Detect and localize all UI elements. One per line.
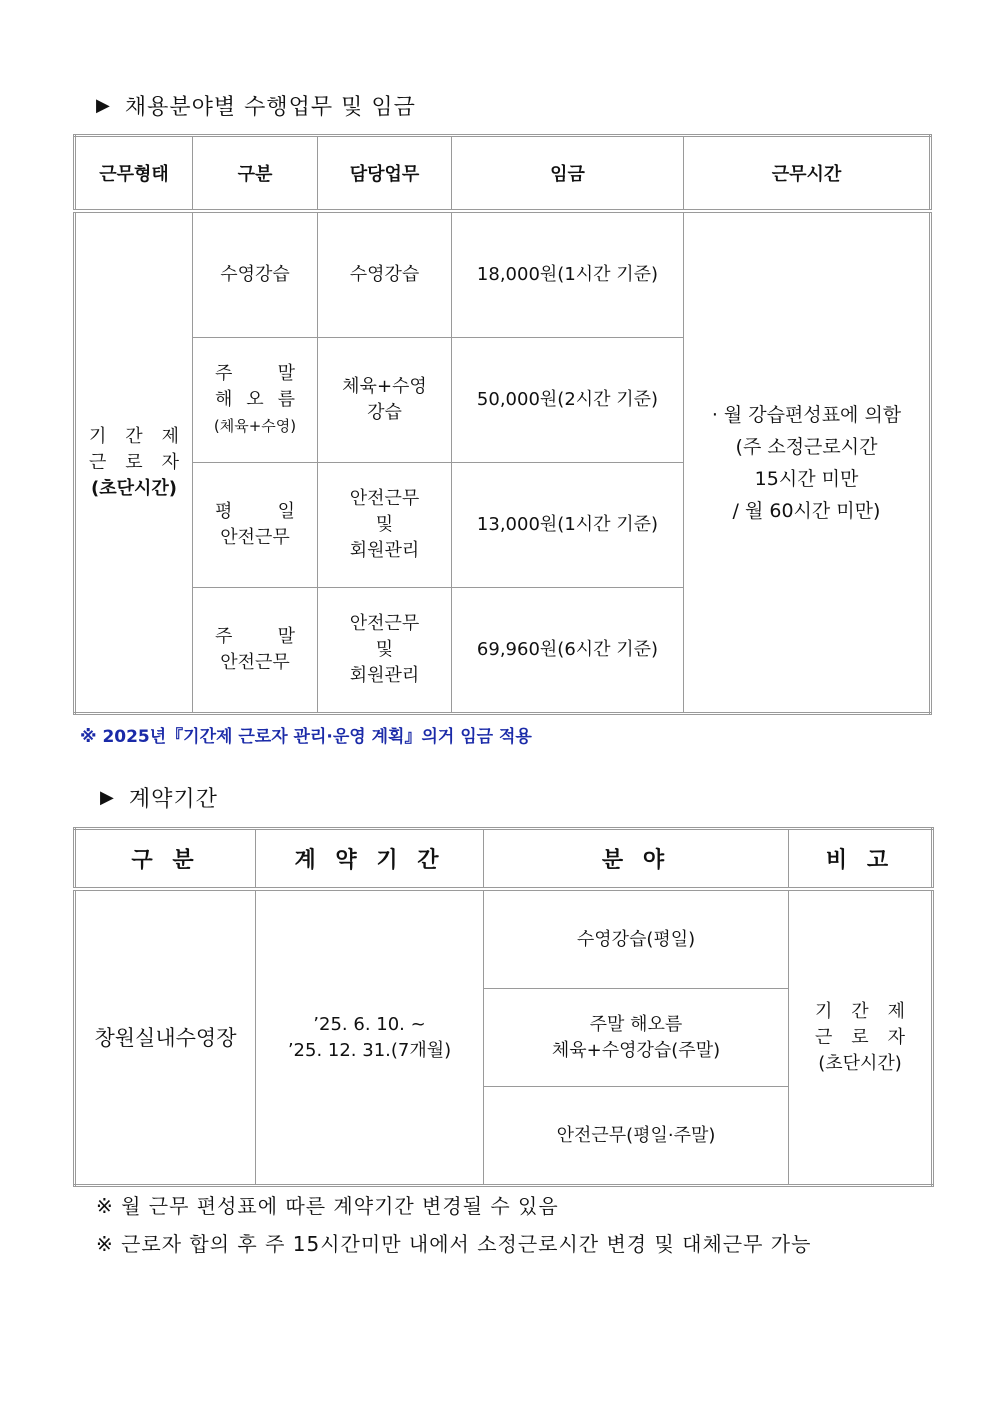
char: 말 <box>277 363 295 384</box>
wage-cell: 69,960원(6시간 기준) <box>452 588 684 714</box>
category-line2 <box>215 387 295 413</box>
category-cell <box>193 588 318 714</box>
wage-cell: 18,000원(1시간 기준) <box>452 211 684 338</box>
char: 오 <box>246 389 264 410</box>
duty-cell: 수영강습 <box>318 211 452 338</box>
duty-cell <box>318 588 452 714</box>
char: 주 <box>215 363 233 384</box>
char: 주 <box>215 626 233 647</box>
wage-cell: 50,000원(2시간 기준) <box>452 338 684 463</box>
table-row <box>75 889 933 989</box>
category-cell <box>193 338 318 463</box>
char: 간 <box>125 425 143 447</box>
category-line1 <box>215 361 295 387</box>
period-line2: ’25. 12. 31.(7개월) <box>287 1039 452 1061</box>
char: 근 <box>89 451 107 473</box>
header-remark: 비 고 <box>789 829 933 890</box>
duty-line2: 강습 <box>367 402 402 423</box>
field-line2: 체육+수영강습(주말) <box>551 1039 721 1061</box>
place-cell: 창원실내수영장 <box>75 889 256 1186</box>
char: 름 <box>277 389 295 410</box>
contract-note-2: ※ 근로자 합의 후 주 15시간미만 내에서 소정근로시간 변경 및 대체근무 가능 <box>96 1232 812 1256</box>
char: 제 <box>161 425 179 447</box>
section-title-text: 채용분야별 수행업무 및 임금 <box>124 95 416 120</box>
hours-line1: · 월 강습편성표에 의함 <box>711 403 902 426</box>
section-title-text: 계약기간 <box>128 787 218 812</box>
hours-line4: / 월 60시간 미만) <box>732 499 881 522</box>
field-line1: 주말 해오름 <box>589 1013 683 1035</box>
contract-note-1: ※ 월 근무 편성표에 따른 계약기간 변경될 수 있음 <box>96 1194 559 1218</box>
contract-table <box>73 827 934 1187</box>
table-row <box>75 211 931 338</box>
char: 로 <box>125 451 143 473</box>
work-type-line2 <box>89 450 179 476</box>
category-line2: 안전근무 <box>220 527 290 548</box>
work-type-line3: (초단시간) <box>90 477 177 499</box>
category-line3: (체육+수영) <box>213 417 297 435</box>
table-header-row <box>75 136 931 212</box>
header-division: 구 분 <box>75 829 256 890</box>
duty-line2: 및 <box>375 514 394 535</box>
header-period: 계 약 기 간 <box>256 829 484 890</box>
char: 기 <box>89 425 107 447</box>
field-cell <box>484 989 789 1087</box>
section-title-wages <box>96 90 416 121</box>
work-type-line1 <box>89 424 179 450</box>
category-line1 <box>215 499 295 525</box>
category-cell <box>193 463 318 588</box>
duty-cell <box>318 463 452 588</box>
duty-line2: 및 <box>375 639 394 660</box>
char: 근 <box>815 1026 833 1048</box>
duty-line3: 회원관리 <box>349 540 420 561</box>
char: 일 <box>277 501 295 522</box>
category-cell: 수영강습 <box>193 211 318 338</box>
duty-cell <box>318 338 452 463</box>
char: 말 <box>277 626 295 647</box>
field-cell: 수영강습(평일) <box>484 889 789 989</box>
triangle-right-icon: ▶ <box>100 787 115 808</box>
remark-cell <box>789 889 933 1186</box>
char: 간 <box>851 1000 869 1022</box>
header-field: 분 야 <box>484 829 789 890</box>
period-cell <box>256 889 484 1186</box>
char: 평 <box>215 501 233 522</box>
category-line1 <box>215 624 295 650</box>
field-cell: 안전근무(평일·주말) <box>484 1087 789 1186</box>
duty-line1: 안전근무 <box>349 613 420 634</box>
char: 해 <box>215 389 233 410</box>
triangle-right-icon: ▶ <box>96 95 111 116</box>
header-work-type: 근무형태 <box>75 136 193 212</box>
hours-line2: (주 소정근로시간 <box>735 435 878 458</box>
period-line1: ’25. 6. 10. ~ <box>313 1013 426 1035</box>
header-wage: 임금 <box>452 136 684 212</box>
work-type-cell <box>75 211 193 714</box>
char: 자 <box>161 451 179 473</box>
remark-line3: (초단시간) <box>818 1052 902 1074</box>
wage-basis-note: ※ 2025년『기간제 근로자 관리·운영 계획』의거 임금 적용 <box>80 727 532 747</box>
remark-line1 <box>815 999 905 1025</box>
char: 로 <box>851 1026 869 1048</box>
char: 제 <box>887 1000 905 1022</box>
table-header-row <box>75 829 933 890</box>
wage-cell: 13,000원(1시간 기준) <box>452 463 684 588</box>
remark-line2 <box>815 1025 905 1051</box>
duty-line1: 안전근무 <box>349 488 420 509</box>
header-category: 구분 <box>193 136 318 212</box>
char: 자 <box>887 1026 905 1048</box>
category-line2: 안전근무 <box>220 652 290 673</box>
duty-line1: 체육+수영 <box>342 376 427 397</box>
section-title-contract <box>100 782 218 813</box>
duty-line3: 회원관리 <box>349 665 420 686</box>
hours-line3: 15시간 미만 <box>754 467 859 490</box>
header-duty: 담당업무 <box>318 136 452 212</box>
hours-cell <box>684 211 931 714</box>
wage-table <box>73 134 932 715</box>
char: 기 <box>815 1000 833 1022</box>
header-hours: 근무시간 <box>684 136 931 212</box>
